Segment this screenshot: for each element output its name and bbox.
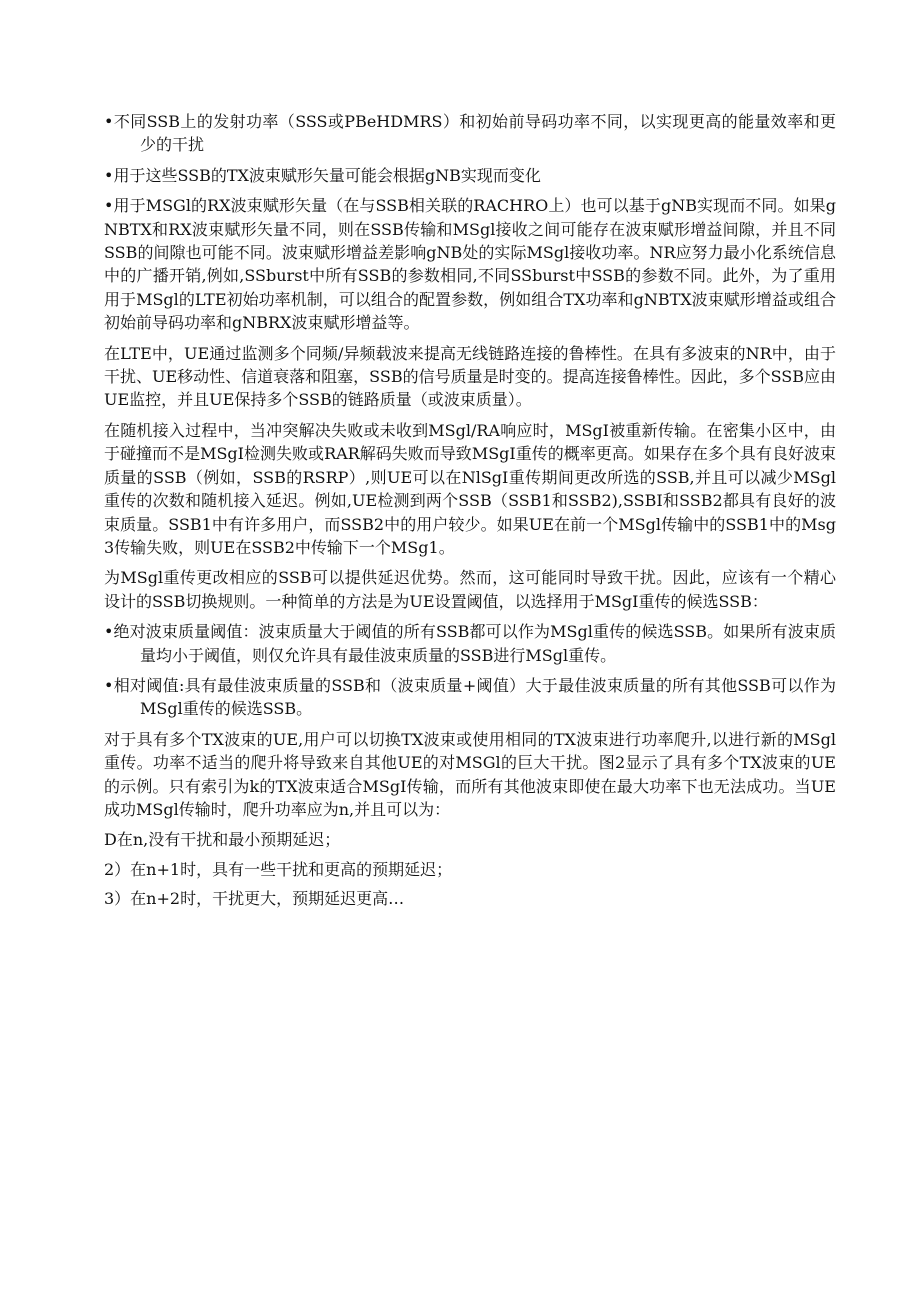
bullet-tx-beamforming: •用于这些SSB的TX波束赋形矢量可能会根据gNB实现而变化: [104, 165, 541, 185]
paragraph-lte-monitoring: 在LTE中，UE通过监测多个同频/异频载波来提高无线链路连接的鲁棒性。在具有多波束的NR中，由于干扰、UE移动性、信道衰落和阻塞，SSB的信号质量是时变的。提高连接鲁棒性。因此，多个SSB应由UE监控，并且UE保持多个SSB的链路质量（或波束质量）。: [104, 343, 836, 410]
bullet-relative-threshold: •相对阈值:具有最佳波束质量的SSB和（波束质量+阈值）大于最佳波束质量的所有其他SSB可以作为MSgl重传的候选SSB。: [104, 675, 836, 719]
paragraph-ssb-switch: 为MSgl重传更改相应的SSB可以提供延迟优势。然而，这可能同时导致干扰。因此，应该有一个精心设计的SSB切换规则。一种简单的方法是为UE设置阈值，以选择用于MSgI重传的候选SSB：: [104, 568, 836, 611]
paragraph-rx-beamforming: •用于MSGl的RX波束赋形矢量（在与SSB相关联的RACHRO上）也可以基于gNB实现而不同。如果gNBTX和RX波束赋形矢量不同，则在SSB传输和MSgl接收之间可能存在波束赋形增益间隙，并且不同SSB的间隙也可能不同。波束赋形增益差影响gNB处的实际MSgl接收功率。NR应努力最小化系统信息中的广播开销,例如,SSburst中所有SSB的参数相同,不同SSburst中SSB的参数不同。此外，为了重用用于MSgl的LTE初始功率机制，可以组合的配置参数，例如组合TX功率和gNBTX波束赋形增益或组合初始前导码功率和gNBRX波束赋形增益等。: [104, 196, 836, 333]
list-item-2: 2）在n+1时，具有一些干扰和更高的预期延迟；: [104, 859, 453, 879]
list-item-1: D在n,没有干扰和最小预期延迟；: [104, 830, 341, 850]
document-page: [104, 110, 836, 917]
bullet-tx-power: •不同SSB上的发射功率（SSS或PBeHDMRS）和初始前导码功率不同，以实现更高的能量效率和更少的干扰: [104, 112, 836, 155]
paragraph-random-access: 在随机接入过程中，当冲突解决失败或未收到MSgl/RA响应时，MSgI被重新传输。在密集小区中，由于碰撞而不是MSgI检测失败或RAR解码失败而导致MSgI重传的概率更高。如果存在多个具有良好波束质量的SSB（例如，SSB的RSRP）,则UE可以在NlSgI重传期间更改所选的SSB,并且可以减少MSgl重传的次数和随机接入延迟。例如,UE检测到两个SSB（SSB1和SSB2),SSBI和SSB2都具有良好的波束质量。SSB1中有许多用户，而SSB2中的用户较少。如果UE在前一个MSgl传输中的SSB1中的Msg3传输失败，则UE在SSB2中传输下一个MSg1。: [104, 420, 836, 557]
paragraph-tx-beams: 对于具有多个TX波束的UE,用户可以切换TX波束或使用相同的TX波束进行功率爬升,以进行新的MSgl重传。功率不适当的爬升将导致来自其他UE的对MSGl的巨大干扰。图2显示了具有多个TX波束的UE的示例。只有索引为k的TX波束适合MSgI传输，而所有其他波束即使在最大功率下也无法成功。当UE成功MSgl传输时，爬升功率应为n,并且可以为：: [104, 729, 836, 819]
list-item-3: 3）在n+2时，干扰更大，预期延迟更高…: [104, 889, 405, 909]
bullet-absolute-threshold: •绝对波束质量阈值：波束质量大于阈值的所有SSB都可以作为MSgl重传的候选SSB。如果所有波束质量均小于阈值，则仅允许具有最佳波束质量的SSB进行MSgl重传。: [104, 622, 836, 665]
